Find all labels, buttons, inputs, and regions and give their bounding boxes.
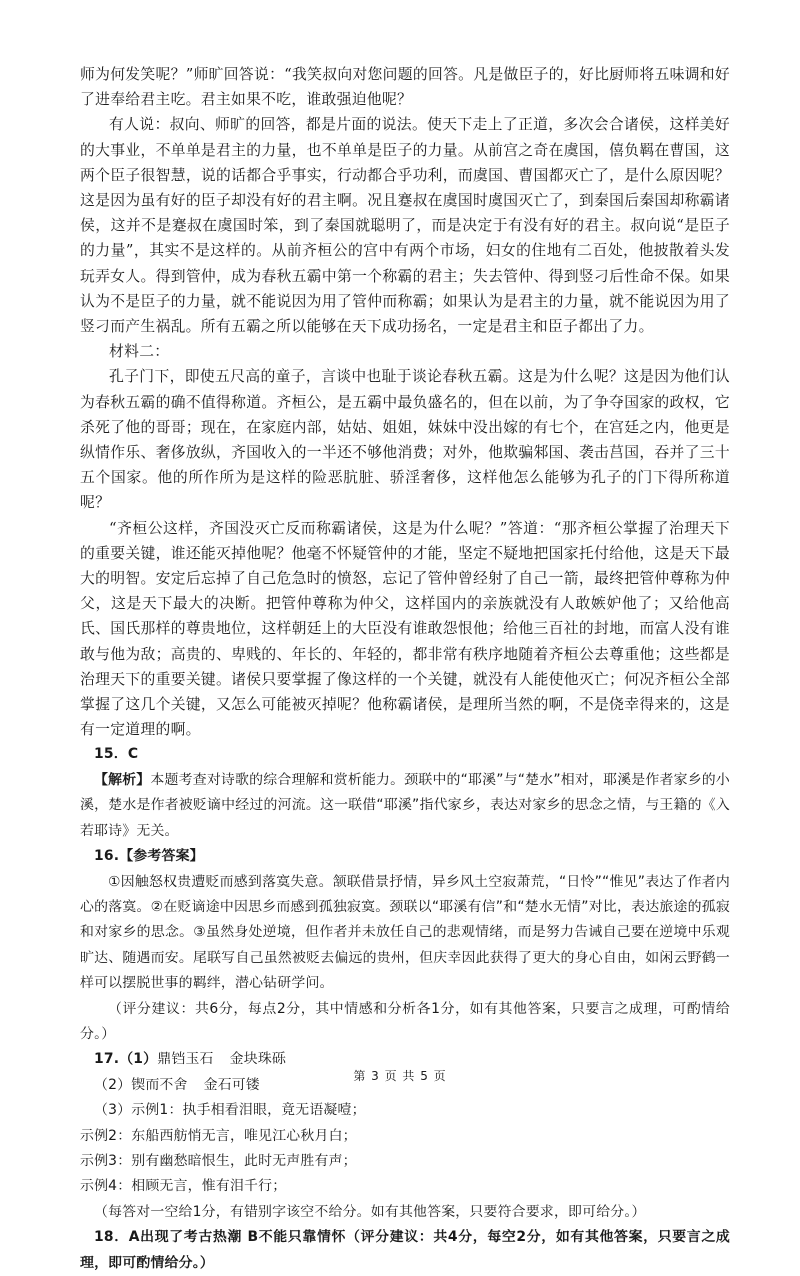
q17-answer-1b: 金块珠砾 (229, 1051, 287, 1068)
q17-answer-2b: 金石可镂 (203, 1076, 260, 1093)
question-17-line-6: 示例4：相顾无言，惟有泪千行； (80, 1178, 287, 1195)
question-17-line-5: 示例3：别有幽愁暗恨生，此时无声胜有声； (80, 1152, 357, 1169)
material-two-paragraph-2: “齐桓公这样，齐国没灭亡反而称霸诸侯，这是为什么呢？”答道：“那齐桓公掌握了治理天下的重要关键，谁还能灭掉他呢？他毫不怀疑管仲的才能，坚定不疑地把国家托付给他，这是天下最大的明智。安定后忘掉了自己危急时的愤怒，忘记了管仲曾经射了自己一箭，最终把管仲尊称为仲父，这是天下最大的决断。把管仲尊称为仲父，这样国内的亲族就没有人敢嫉妒他了；又给他高氏、国氏那样的尊贵地位，这样朝廷上的大臣没有谁敢怨恨他；给他三百社的封地，而富人没有谁敢与他为敌；高贵的、卑贱的、年长的、年轻的，都非常有秩序地随着齐桓公去尊重他；这些都是治理天下的重要关键。诸侯只要掌握了像这样的一个关键，就没有人能使他灭亡；何况齐桓公全部掌握了这几个关键，又怎么可能被灭掉呢？他称霸诸侯，是理所当然的啊，不是侥幸得来的，这是有一定道理的啊。 (80, 519, 730, 739)
question-18-answer: 18．A出现了考古热潮 B不能只靠情怀（评分建议：共4分，每空2分，如有其他答案，只要言之成理，即可酌情给分。） (80, 1229, 730, 1271)
question-16-answer: ①因触怒权贵遭贬而感到落寞失意。颔联借景抒情，异乡风土空寂萧荒，“日怜”“惟见”表达了作者内心的落寞。②在贬谪途中因思乡而感到孤独寂寞。颈联以“耶溪有信”和“楚水无情”对比，表达旅途的孤寂和对家乡的思念。③虽然身处逆境，但作者并未放任自己的悲观情绪，而是努力告诫自己要在逆境中乐观旷达、随遇而安。尾联写自己虽然被贬去偏远的贵州，但庆幸因此获得了更大的身心自由，如闲云野鹤一样可以摆脱世事的羁绊，潜心钻研学问。 (80, 873, 730, 992)
q17-label-1: 17.（1） (94, 1051, 158, 1068)
question-16-heading: 16.【参考答案】 (94, 848, 204, 865)
page-content (80, 62, 730, 1276)
q17-answer-1a: 鼎铛玉石 (157, 1051, 214, 1068)
question-17-line-4: 示例2：东船西舫悄无言，唯见江心秋月白； (80, 1127, 357, 1144)
analysis-tag: 【解析】 (94, 771, 151, 788)
material-two-heading: 材料二： (109, 343, 170, 361)
analysis-text: 本题考查对诗歌的综合理解和赏析能力。颈联中的“耶溪”与“楚水”相对，耶溪是作者家乡的小溪，楚水是作者被贬谪中经过的河流。这一联借“耶溪”指代家乡，表达对家乡的思念之情，与王籍的《入若耶诗》无关。 (80, 771, 731, 839)
q17-label-2: （2） (94, 1076, 132, 1093)
material-one-paragraph-2: 有人说：叔向、师旷的回答，都是片面的说法。使天下走上了正道，多次会合诸侯，这样美好的大事业，不单单是君主的力量，也不单单是臣子的力量。从前宫之奇在虞国，僖负羁在曹国，这两个臣子很智慧，说的话都合乎事实，行动都合乎功利，而虞国、曹国都灭亡了，是什么原因呢？这是因为虽有好的臣子却没有好的君主啊。况且蹇叔在虞国时虞国灭亡了，到秦国后秦国却称霸诸侯，这并不是蹇叔在虞国时笨，到了秦国就聪明了，而是决定于有没有好的君主。叔向说“是臣子的力量”，其实不是这样的。从前齐桓公的宫中有两个市场，妇女的住地有二百处，他披散着头发玩弄女人。得到管仲，成为春秋五霸中第一个称霸的君主；失去管仲、得到竖刁后性命不保。如果认为不是臣子的力量，就不能说因为用了管仲而称霸；如果认为是君主的力量，就不能说因为用了竖刁而产生祸乱。所有五霸之所以能够在天下成功扬名，一定是君主和臣子都出了力。 (80, 116, 730, 336)
question-17-line-3: （3）示例1：执手相看泪眼，竟无语凝噎； (94, 1102, 366, 1119)
question-15-answer: 15．C (94, 746, 139, 763)
page-footer: 第 3 页 共 5 页 (353, 1069, 447, 1083)
question-16-scoring: （评分建议：共6分，每点2分，其中情感和分析各1分，如有其他答案，只要言之成理，可酌情给分。） (80, 1000, 730, 1042)
question-17-scoring: （每答对一空给1分，有错别字该空不给分。如有其他答案，只要符合要求，即可给分。） (94, 1203, 646, 1220)
q17-answer-2a: 锲而不舍 (131, 1076, 188, 1093)
material-two-paragraph-1: 孔子门下，即使五尺高的童子，言谈中也耻于谈论春秋五霸。这是为什么呢？这是因为他们认为春秋五霸的确不值得称道。齐桓公，是五霸中最负盛名的，但在以前，为了争夺国家的政权，它杀死了他的哥哥；现在，在家庭内部，姑姑、姐姐，妹妹中没出嫁的有七个，在宫廷之内，他更是纵情作乐、奢侈放纵，齐国收入的一半还不够他消费；对外，他欺骗邾国、袭击莒国，吞并了三十五个国家。他的所作所为是这样的险恶肮脏、骄淫奢侈，这样他怎么能够为孔子的门下得所称道呢？ (80, 368, 730, 512)
material-one-paragraph-1: 师为何发笑呢？”师旷回答说：“我笑叔向对您问题的回答。凡是做臣子的，好比厨师将五味调和好了进奉给君主吃。君主如果不吃，谁敢强迫他呢？ (80, 66, 730, 109)
question-15-analysis (80, 768, 730, 844)
